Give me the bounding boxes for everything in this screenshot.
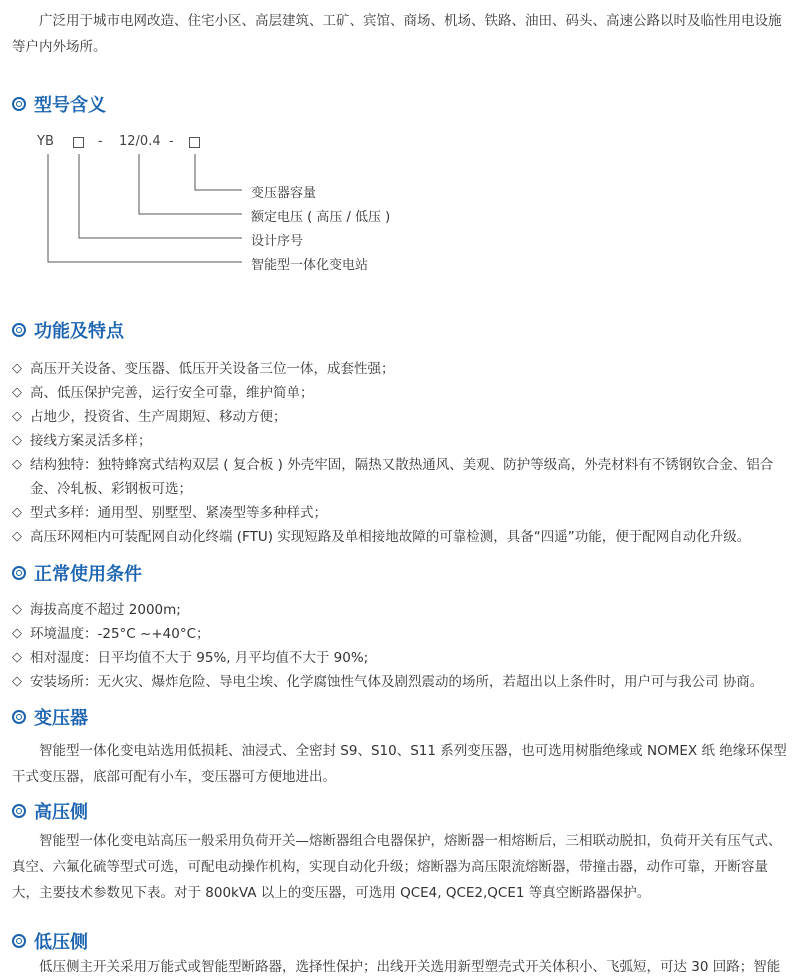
annotation-capacity: 变压器容量 bbox=[251, 186, 317, 201]
list-item: ◇ 占地少，投资省、生产周期短、移动方便； bbox=[12, 405, 792, 429]
list-item: ◇ 结构独特：独特蜂窝式结构双层 ( 复合板 ) 外壳牢固，隔热又散热通风、美观、防护等级高，外壳材料有不锈钢钦合金、铝合金、冷轧板、彩钢板可选； bbox=[12, 453, 792, 501]
section-heading-transformer bbox=[12, 703, 88, 731]
circle-bullet-icon bbox=[12, 934, 26, 948]
circle-bullet-icon bbox=[12, 323, 26, 337]
model-diagram bbox=[0, 128, 520, 278]
section-heading-conditions bbox=[12, 559, 142, 587]
annotation-voltage: 额定电压 ( 高压 / 低压 ) bbox=[251, 210, 391, 225]
section-heading-hv-side bbox=[12, 797, 88, 825]
model-dash: - bbox=[169, 134, 174, 149]
diamond-bullet-icon: ◇ bbox=[12, 409, 22, 424]
section-title: 正常使用条件 bbox=[34, 564, 142, 585]
diamond-bullet-icon: ◇ bbox=[12, 529, 22, 544]
list-item: ◇ 海拔高度不超过 2000m; bbox=[12, 598, 792, 622]
diamond-bullet-icon: ◇ bbox=[12, 361, 22, 376]
diamond-bullet-icon: ◇ bbox=[12, 602, 22, 617]
lv-side-paragraph: 低压侧主开关采用万能式或智能型断路器，选择性保护；出线开关选用新型塑壳式开关体积小、飞弧短，可达 30 回路；智能 bbox=[39, 959, 781, 975]
diamond-bullet-icon: ◇ bbox=[12, 457, 22, 472]
list-item: ◇ 安装场所：无火灾、爆炸危险、导电尘埃、化学腐蚀性气体及剧烈震动的场所，若超出以上条件时，用户可与我公司 协商。 bbox=[12, 670, 792, 694]
list-item: ◇ 型式多样：通用型、别墅型、紧凑型等多种样式； bbox=[12, 501, 792, 525]
list-item: ◇ 高压环网柜内可装配网自动化终端 (FTU) 实现短路及单相接地故障的可靠检测，具备“四遥”功能，便于配网自动化升级。 bbox=[12, 525, 792, 549]
diamond-bullet-icon: ◇ bbox=[12, 433, 22, 448]
hv-side-paragraph: 智能型一体化变电站高压一般采用负荷开关—熔断器组合电器保护，熔断器一相熔断后，三相联动脱扣，负荷开关有压气式、真空、六氟化硫等型式可选，可配电动操作机构，实现自动化升级；熔断器为高压限流熔断器，带撞击器，动作可靠，开断容量大，主要技术参数见下表。对于 800kVA 以上的变压器，可选用 QCE4, QCE2,QCE1 等真空断路器保护。 bbox=[12, 833, 782, 901]
model-dash: - bbox=[98, 134, 103, 149]
list-item: ◇ 接线方案灵活多样； bbox=[12, 429, 792, 453]
section-title: 变压器 bbox=[34, 708, 88, 729]
diamond-bullet-icon: ◇ bbox=[12, 385, 22, 400]
list-item: ◇ 相对湿度：日平均值不大于 95%, 月平均值不大于 90%; bbox=[12, 646, 792, 670]
section-title: 低压侧 bbox=[34, 932, 88, 953]
model-voltage: 12/0.4 bbox=[119, 134, 161, 149]
circle-bullet-icon bbox=[12, 710, 26, 724]
circle-bullet-icon bbox=[12, 804, 26, 818]
section-heading-lv-side bbox=[12, 927, 88, 955]
conditions-list bbox=[12, 598, 792, 694]
circle-bullet-icon bbox=[12, 97, 26, 111]
intro-paragraph: 广泛用于城市电网改造、住宅小区、高层建筑、工矿、宾馆、商场、机场、铁路、油田、码头、高速公路以时及临性用电设施等户内外场所。 bbox=[12, 13, 782, 55]
section-heading-model bbox=[12, 90, 106, 118]
section-heading-features bbox=[12, 316, 124, 344]
diamond-bullet-icon: ◇ bbox=[12, 505, 22, 520]
annotation-product-name: 智能型一体化变电站 bbox=[251, 258, 369, 273]
diamond-bullet-icon: ◇ bbox=[12, 650, 22, 665]
circle-bullet-icon bbox=[12, 566, 26, 580]
section-title: 高压侧 bbox=[34, 802, 88, 823]
list-item: ◇ 环境温度：-25°C ~+40°C； bbox=[12, 622, 792, 646]
features-list bbox=[12, 357, 792, 549]
diamond-bullet-icon: ◇ bbox=[12, 674, 22, 689]
section-title: 功能及特点 bbox=[34, 321, 124, 342]
annotation-design-number: 设计序号 bbox=[251, 234, 304, 249]
diamond-bullet-icon: ◇ bbox=[12, 626, 22, 641]
section-title: 型号含义 bbox=[34, 95, 106, 116]
transformer-paragraph: 智能型一体化变电站选用低损耗、油浸式、全密封 S9、S10、S11 系列变压器，也可选用树脂绝缘或 NOMEX 纸 绝缘环保型干式变压器，底部可配有小车，变压器可方便地进出。 bbox=[12, 743, 787, 785]
model-prefix: YB bbox=[37, 134, 54, 149]
list-item: ◇ 高压开关设备、变压器、低压开关设备三位一体，成套性强； bbox=[12, 357, 792, 381]
list-item: ◇ 高、低压保护完善，运行安全可靠，维护简单； bbox=[12, 381, 792, 405]
